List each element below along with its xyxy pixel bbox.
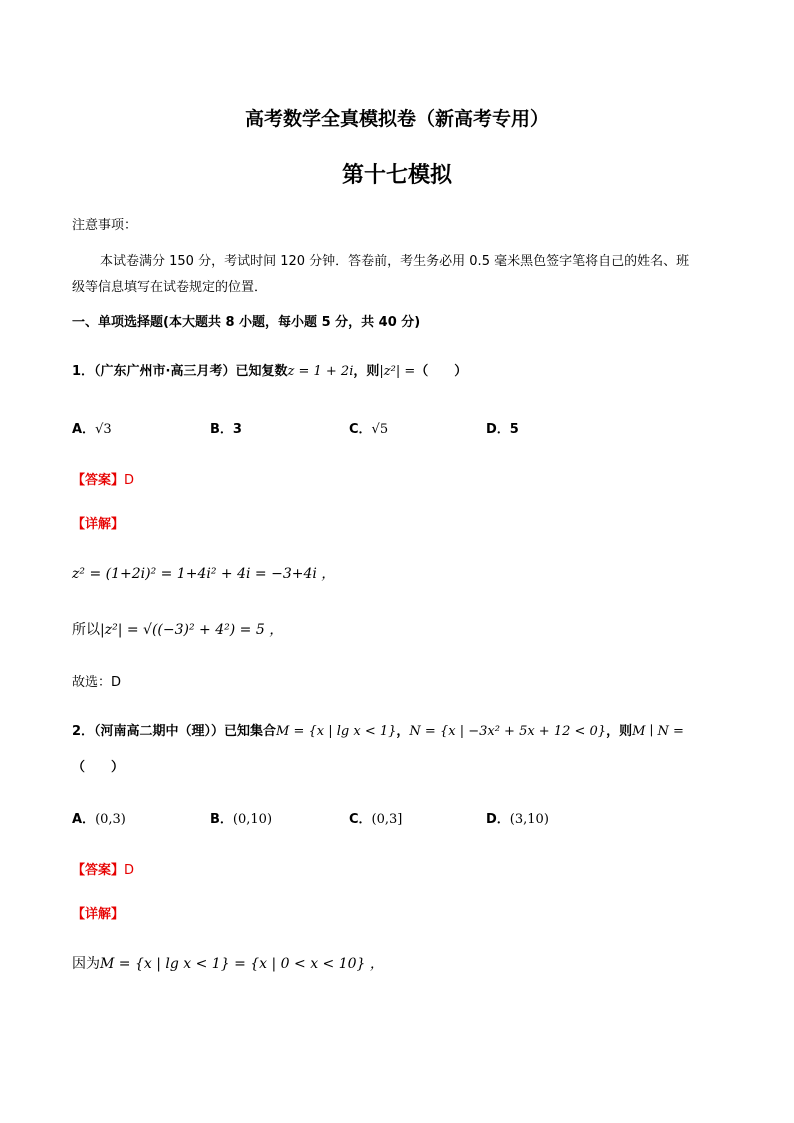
notice-line-1: 本试卷满分 150 分，考试时间 120 分钟．答卷前，考生务必用 0.5 毫米黑色签字笔将自己的姓名、班	[100, 254, 690, 269]
option-value: √5	[371, 422, 389, 437]
q2-step-1	[72, 953, 384, 973]
option-value: (0,3]	[371, 812, 403, 827]
q2-option-a	[72, 808, 126, 827]
section-heading: 一、单项选择题(本大题共 8 小题，每小题 5 分，共 40 分)	[72, 315, 421, 330]
q2-option-b	[210, 808, 272, 827]
q2-option-c	[349, 808, 402, 827]
option-value: (0,10)	[232, 812, 273, 827]
option-label: A．	[72, 812, 96, 827]
q1-step-2	[72, 619, 283, 639]
question-1-paren: （ ）	[415, 364, 468, 379]
question-2-comma: ，	[396, 724, 410, 739]
option-label: A．	[72, 422, 96, 437]
option-value: (3,10)	[509, 812, 549, 827]
question-2-paren: （ ）	[72, 760, 125, 775]
q1-option-a	[72, 418, 112, 437]
question-1-expr: z = 1 + 2i	[287, 364, 354, 379]
option-label: C．	[349, 812, 372, 827]
notice-heading: 注意事项：	[72, 218, 138, 233]
question-2-mid: ，则	[606, 724, 633, 739]
step-2-prefix: 所以	[72, 622, 100, 638]
answer-label: 【答案】	[72, 473, 125, 488]
q1-conclusion: 故选：D	[72, 675, 122, 690]
question-2-stem	[72, 720, 684, 739]
question-2-set-m: M = {x | lg x < 1}	[276, 724, 397, 739]
option-value: 5	[509, 422, 519, 437]
question-2-prefix: 2．（河南高二期中（理））已知集合	[72, 724, 277, 739]
question-2-expr: M ∣ N =	[632, 724, 684, 739]
step-1-expr: M = {x | lg x < 1} = {x | 0 < x < 10} ，	[100, 956, 384, 972]
question-2-set-n: N = {x | −3x² + 5x + 12 < 0}	[409, 724, 607, 739]
q2-detail-label: 【详解】	[72, 907, 125, 922]
q1-option-b	[210, 418, 242, 437]
question-1-abs-expr: |z²| =	[379, 364, 416, 379]
q1-option-c	[349, 418, 388, 437]
option-value: (0,3)	[95, 812, 126, 827]
q1-option-d	[486, 418, 519, 437]
step-2-expr: |z²| = √((−3)² + 4²) = 5 ，	[100, 622, 284, 638]
option-label: D．	[486, 812, 510, 827]
option-value: √3	[95, 422, 112, 437]
question-1-stem	[72, 360, 467, 379]
q1-detail-label: 【详解】	[72, 517, 125, 532]
q1-answer	[72, 469, 134, 488]
option-value: 3	[232, 422, 242, 437]
q2-option-d	[486, 808, 549, 827]
answer-value: D	[124, 473, 135, 488]
answer-value: D	[124, 863, 135, 878]
question-1-prefix: 1．（广东广州市·高三月考）已知复数	[72, 364, 288, 379]
answer-label: 【答案】	[72, 863, 125, 878]
q1-step-1: z² = (1+2i)² = 1+4i² + 4i = −3+4i ，	[72, 566, 336, 582]
option-label: B．	[210, 812, 233, 827]
notice-line-2: 级等信息填写在试卷规定的位置．	[72, 280, 268, 295]
page-title: 高考数学全真模拟卷（新高考专用）	[244, 108, 549, 130]
q2-answer	[72, 859, 134, 878]
question-1-mid: ，则	[353, 364, 380, 379]
step-1-prefix: 因为	[72, 956, 100, 972]
page-subtitle: 第十七模拟	[341, 163, 452, 188]
option-label: C．	[349, 422, 372, 437]
option-label: B．	[210, 422, 233, 437]
option-label: D．	[486, 422, 510, 437]
